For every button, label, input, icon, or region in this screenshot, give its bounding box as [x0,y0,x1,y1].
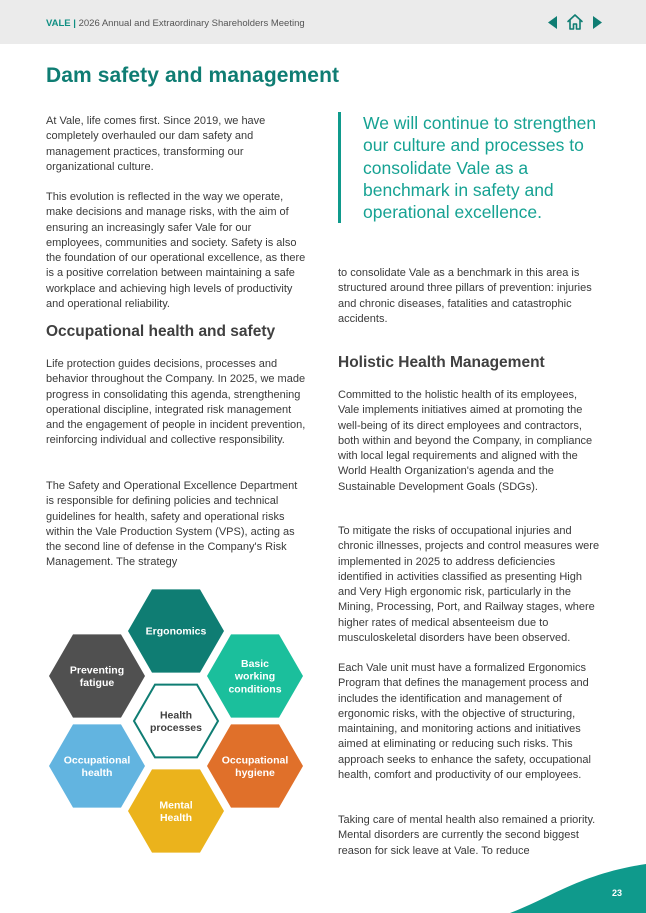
hexagon-basic-working-conditions [207,634,303,717]
hexagon-label: Ergonomics [145,625,207,638]
paragraph: At Vale, life comes first. Since 2019, we have completely overhauled our dam safety and management practices, transforming our organizational culture. [46,115,266,173]
brand-separator: | [73,18,76,29]
section-heading-holistic-health: Holistic Health Management [338,354,545,371]
left-intro-text [46,114,308,175]
hexagon-center-label: Health processes [150,709,202,735]
hexagon-ergonomics [128,589,224,672]
home-icon [566,13,584,31]
left-life-protection-text [46,357,308,449]
right-mental-health-text [338,813,600,859]
hexagon-label: Occupational health [63,754,131,780]
paragraph: Taking care of mental health also remained a priority. Mental disorders are currently the second biggest reason for sick leave at Vale. To reduce [338,814,596,857]
right-holistic-text [338,388,600,495]
hexagon-label: Basic working conditions [228,657,282,696]
next-page-button[interactable] [590,12,604,32]
brand-name: VALE [46,18,71,29]
left-department-text [46,479,308,571]
triangle-left-icon [548,16,557,29]
footer-decoration [510,860,646,913]
home-button[interactable] [564,12,586,32]
hexagon-occupational-hygiene [207,724,303,807]
hexagon-occupational-health [49,724,145,807]
meeting-title: 2026 Annual and Extraordinary Shareholders Meeting [78,18,305,29]
hexagon-center [128,679,224,762]
paragraph: to consolidate Vale as a benchmark in this area is structured around three pillars of prevention: injuries and chronic diseases, fatalities and catastrophic accidents. [338,267,592,325]
header-bar [0,0,646,44]
hexagon-label: Occupational hygiene [221,754,289,780]
hexagon-diagram-svg [46,586,308,858]
pull-quote: We will continue to strengthen our culture and processes to consolidate Vale as a benchmark in safety and operational excellence. [338,112,600,223]
hexagon-preventing-fatigue [49,634,145,717]
hexagon-mental-health [128,769,224,852]
paragraph: To mitigate the risks of occupational injuries and chronic illnesses, projects and control measures were implemented in 2025 to address deficiencies identified in activities classified as presenting High and Very High ergonomic risk, particularly in the Mining, Processing, Port, and Railway stages, where higher rates of medical absenteeism due to musculoskeletal disorders have been observed. [338,525,600,645]
paragraph: Committed to the holistic health of its employees, Vale implements initiatives aimed at promoting the well-being of its direct employees and contractors, both within and beyond the Company, in compliance with local legal requirements and aligned with the World Health Organization's agenda and the Sustainable Development Goals (SDGs). [338,389,593,493]
right-pillars-text [338,266,600,327]
paragraph: Life protection guides decisions, processes and behavior throughout the Company. In 2025, we made progress in consolidating this agenda, strengthening operational discipline, integrated risk management and the engagement of people in incident prevention, reinforcing individual and collective responsibility. [46,358,306,447]
health-processes-diagram [46,586,308,858]
paragraph: This evolution is reflected in the way we operate, make decisions and manage risks, with the aim of ensuring an increasingly safer Vale for our employees, communities and society. Safety is also the foundation of our operational excellence, as there is a positive correlation between maintaining a safe workplace and achieving high levels of productivity and operational reliability. [46,191,306,311]
right-ergonomics-program-text [338,661,600,783]
paragraph: The Safety and Operational Excellence Department is responsible for defining policies and technical guidelines for health, safety and operational risks within the Vale Production System (VPS), acting as the second line of defense in the Company's Risk Management. The strategy [46,480,298,569]
right-mitigation-text [338,524,600,646]
left-evolution-text [46,190,308,312]
triangle-right-icon [593,16,602,29]
section-heading-occupational-health: Occupational health and safety [46,323,276,340]
hexagon-label: Preventing fatigue [69,664,125,690]
paragraph: Each Vale unit must have a formalized Ergonomics Program that defines the management process and includes the identification and management of ergonomic risks, with the objective of structuring, maintaining, and monitoring actions and initiatives aimed at eliminating or reducing such risks. This approach seeks to enhance the safety, occupational health, comfort and productivity of our employees. [338,662,591,782]
hexagon-label: Mental Health [159,799,193,825]
page-number: 23 [612,888,623,898]
header-breadcrumb [46,18,305,29]
previous-page-button[interactable] [545,12,559,32]
page-title: Dam safety and management [46,64,340,87]
